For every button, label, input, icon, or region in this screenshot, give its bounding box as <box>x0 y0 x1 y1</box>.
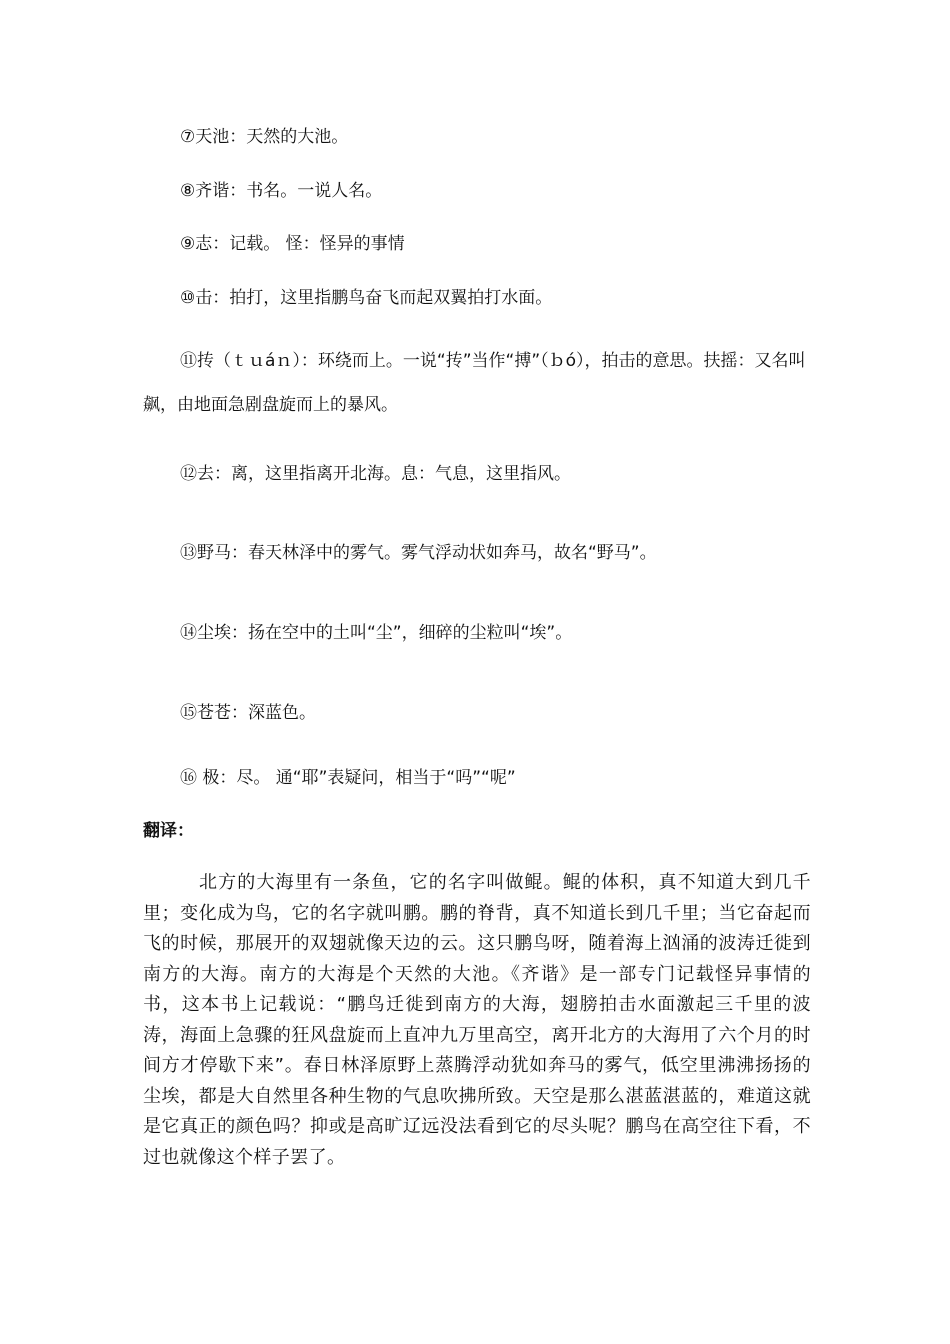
note-16: ⑯ 极：尽。 通“耶”表疑问，相当于“吗”“呢” <box>180 768 516 788</box>
note-7: ⑦天池：天然的大池。 <box>180 127 349 147</box>
note-14: ⑭尘埃：扬在空中的土叫“尘”，细碎的尘粒叫“埃”。 <box>180 623 573 643</box>
note-12: ⑫去：离，这里指离开北海。息：气息，这里指风。 <box>180 464 571 484</box>
translation-paragraph: 北方的大海里有一条鱼，它的名字叫做鲲。鲲的体积，真不知道大到几千里；变化成为鸟，它的名字就叫鹏。鹏的脊背，真不知道长到几千里；当它奋起而飞的时候，那展开的双翅就像天边的云。这只鹏鸟呀，随着海上汹涌的波涛迁徙到南方的大海。南方的大海是个天然的大池。《齐谐》是一部专门记载怪异事情的书，这本书上记载说：“鹏鸟迁徙到南方的大海，翅膀拍击水面激起三千里的波涛，海面上急骤的狂风盘旋而上直冲九万里高空，离开北方的大海用了六个月的时间方才停歇下来”。春日林泽原野上蒸腾浮动犹如奔马的雾气，低空里沸沸扬扬的尘埃，都是大自然里各种生物的气息吹拂所致。天空是那么湛蓝湛蓝的，难道这就是它真正的颜色吗？抑或是高旷辽远没法看到它的尽头呢？鹏鸟在高空往下看，不过也就像这个样子罢了。 <box>143 872 811 1168</box>
note-11: ⑪抟（ｔｕáｎ）：环绕而上。一说“抟”当作“搏”（ｂó），拍击的意思。扶摇：又名叫飙，由地面急剧盘旋而上的暴风。 <box>143 351 806 415</box>
translation-heading: 翻译： <box>143 821 194 841</box>
note-9: ⑨志：记载。 怪：怪异的事情 <box>180 234 405 254</box>
note-13: ⑬野马：春天林泽中的雾气。雾气浮动状如奔马，故名“野马”。 <box>180 543 657 563</box>
note-10: ⑩击：拍打，这里指鹏鸟奋飞而起双翼拍打水面。 <box>180 288 553 308</box>
note-8: ⑧齐谐：书名。一说人名。 <box>180 181 383 201</box>
note-15: ⑮苍苍：深蓝色。 <box>180 703 316 723</box>
